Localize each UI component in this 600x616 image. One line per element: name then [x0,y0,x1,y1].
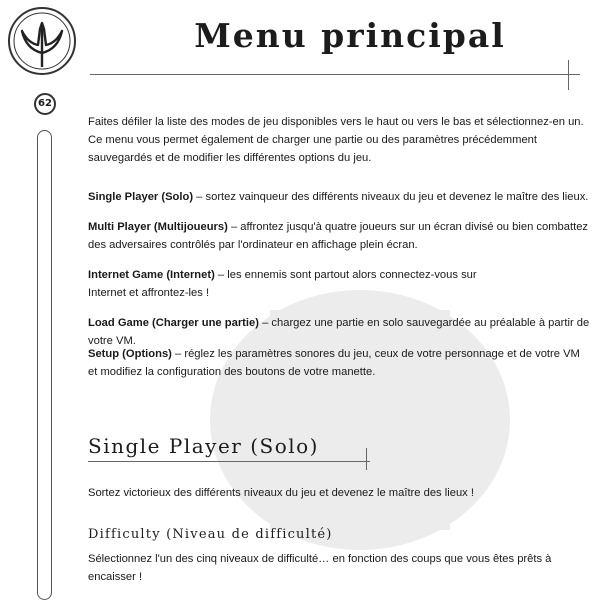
mode-setup [88,345,590,381]
mode-term: Load Game (Charger une partie) [88,317,259,329]
mode-term: Setup (Options) [88,348,172,360]
quake-logo-icon [6,5,78,77]
difficulty-text: Sélectionnez l'un des cinq niveaux de difficulté… en fonction des coups que vous êtes prêts à encaisser ! [88,553,552,583]
intro-paragraph: Faites défiler la liste des modes de jeu disponibles vers le haut ou vers le bas et sélectionnez-en un. Ce menu vous permet également de charger une partie ou des paramètres précédemment sauvegardés et de modifier les différentes options du jeu. [88,116,584,164]
title-underline [90,74,580,75]
mode-desc: – chargez une partie en solo sauvegardée au préalable à partir de votre VM. [88,317,590,347]
mode-desc: – les ennemis sont partout alors connectez-vous sur Internet et affrontez-les ! [88,269,477,299]
section-title-single-player: Single Player (Solo) [88,434,319,458]
page-title: Menu principal [194,16,506,55]
side-margin-bar [37,130,52,600]
page-number: 62 [34,93,56,115]
mode-term: Internet Game (Internet) [88,269,215,281]
mode-term: Multi Player (Multijoueurs) [88,221,228,233]
mode-desc: – affrontez jusqu'à quatre joueurs sur un écran divisé ou bien combattez des adversaires contrôlés par l'ordinateur en affichage plein écran. [88,221,589,251]
mode-single-player [88,188,590,206]
section-cross-mark [366,448,367,470]
mode-internet-game [88,266,488,302]
section-underline [88,461,370,462]
mode-multi-player [88,218,590,254]
difficulty-title: Difficulty (Niveau de difficulté) [88,527,333,542]
mode-desc: – réglez les paramètres sonores du jeu, ceux de votre personnage et de votre VM et modifiez la configuration des boutons de votre manette. [88,348,580,378]
mode-term: Single Player (Solo) [88,191,194,203]
single-player-text: Sortez victorieux des différents niveaux du jeu et devenez le maître des lieux ! [88,487,474,499]
mode-desc: – sortez vainqueur des différents niveaux du jeu et devenez le maître des lieux. [193,191,589,203]
title-cross-mark [568,60,569,90]
